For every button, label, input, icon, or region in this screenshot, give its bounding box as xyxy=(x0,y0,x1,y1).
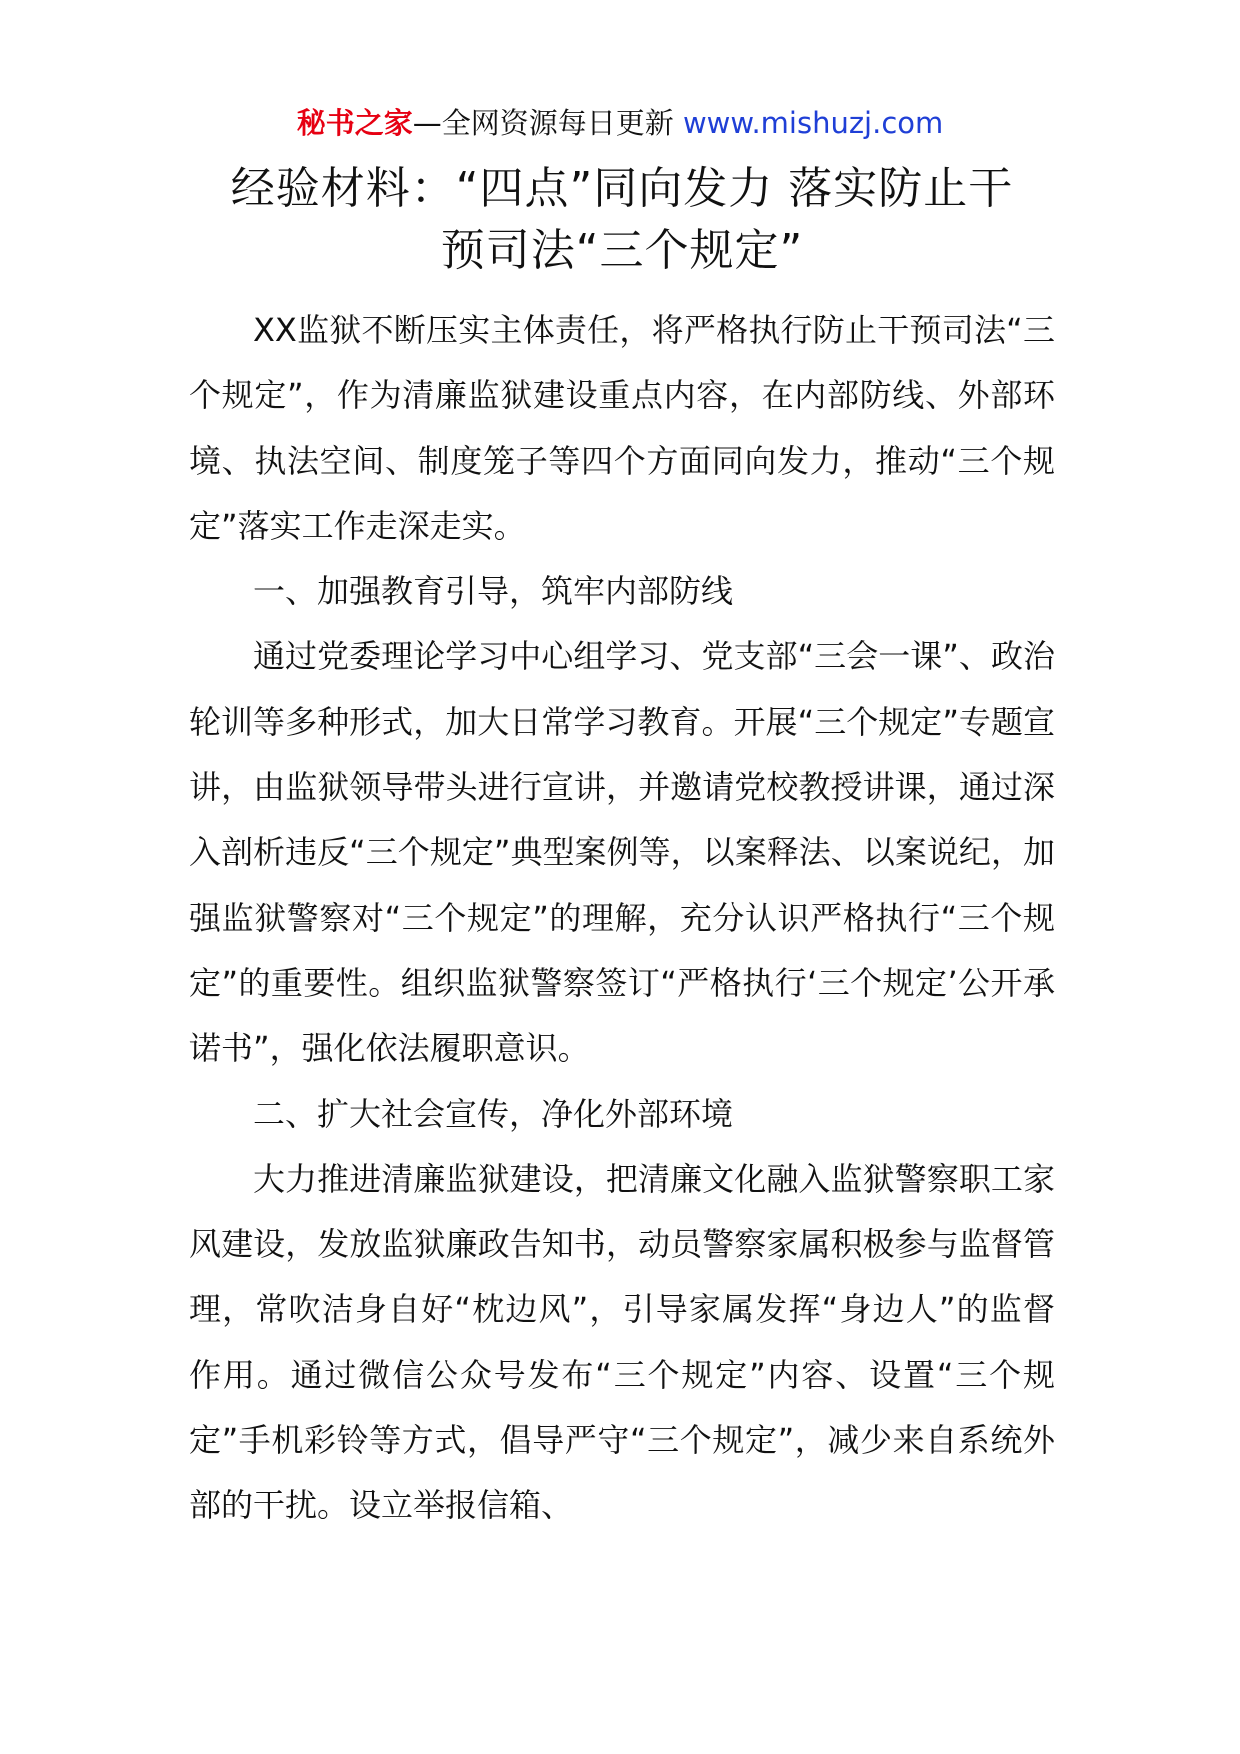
site-banner xyxy=(0,103,1240,143)
section-heading: 一、加强教育引导，筑牢内部防线 xyxy=(253,572,734,611)
document-body xyxy=(189,298,1055,1539)
site-url-link[interactable]: www.mishuzj.com xyxy=(682,106,944,140)
title-line-1: 经验材料：“四点”同向发力 落实防止干 xyxy=(230,163,1014,214)
section-paragraph: 大力推进清廉监狱建设，把清廉文化融入监狱警察职工家风建设，发放监狱廉政告知书，动员警察家属积极参与监督管理，常吹洁身自好“枕边风”，引导家属发挥“身边人”的监督作用。通过微信公众号发布“三个规定”内容、设置“三个规定”手机彩铃等方式，倡导严守“三个规定”，减少来自系统外部的干扰。设立举报信箱、 xyxy=(189,1159,1055,1525)
section-heading: 二、扩大社会宣传，净化外部环境 xyxy=(253,1094,734,1133)
title-line-2: 预司法“三个规定” xyxy=(440,225,804,276)
document-title xyxy=(188,158,1056,282)
brand-name: 秘书之家 xyxy=(296,106,413,140)
banner-tagline: —全网资源每日更新 xyxy=(412,106,683,140)
section-paragraph: 通过党委理论学习中心组学习、党支部“三会一课”、政治轮训等多种形式，加大日常学习教育。开展“三个规定”专题宣讲，由监狱领导带头进行宣讲，并邀请党校教授讲课，通过深入剖析违反“三个规定”典型案例等，以案释法、以案说纪，加强监狱警察对“三个规定”的理解，充分认识严格执行“三个规定”的重要性。组织监狱警察签订“严格执行‘三个规定’公开承诺书”，强化依法履职意识。 xyxy=(189,637,1055,1068)
intro-paragraph: XX监狱不断压实主体责任，将严格执行防止干预司法“三个规定”，作为清廉监狱建设重点内容，在内部防线、外部环境、执法空间、制度笼子等四个方面同向发力，推动“三个规定”落实工作走深走实。 xyxy=(189,311,1055,545)
